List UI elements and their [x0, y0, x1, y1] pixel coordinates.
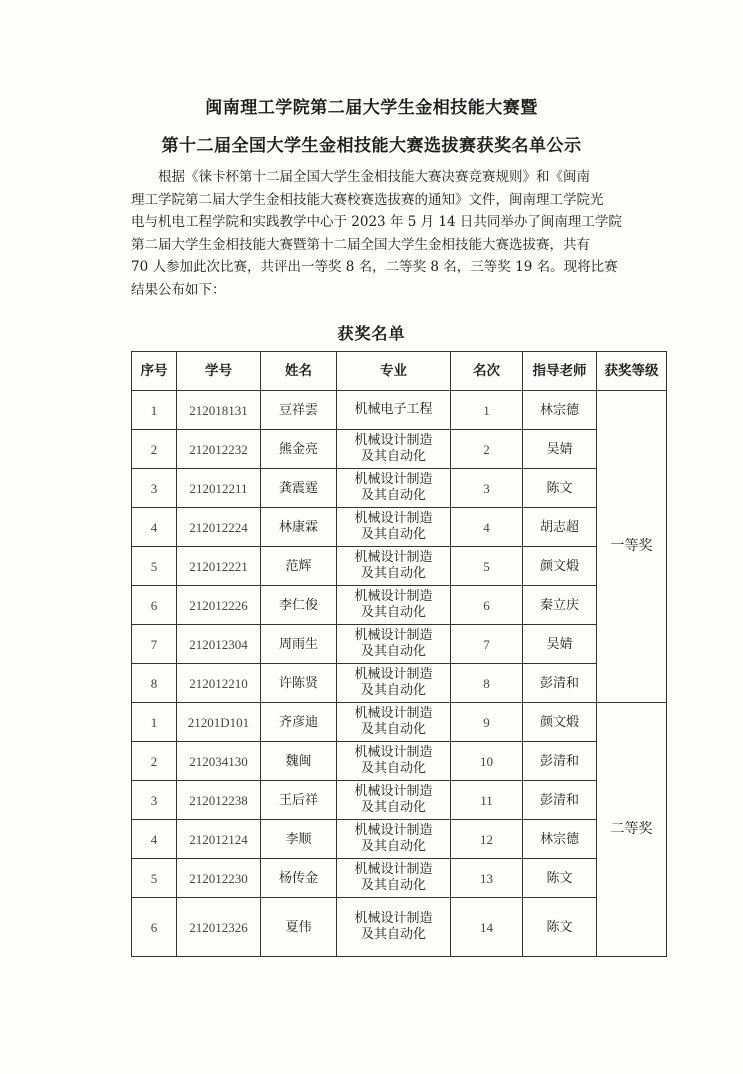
major-cell [337, 859, 451, 898]
rank-cell: 6 [451, 586, 523, 625]
table-row [132, 547, 667, 586]
seq-cell: 4 [132, 508, 177, 547]
student-id-cell: 212012211 [177, 469, 261, 508]
major-cell [337, 898, 451, 957]
major-line: 机械设计制造 [354, 911, 433, 926]
table-row [132, 898, 667, 957]
major-line: 及其自动化 [360, 605, 426, 620]
major-cell [337, 742, 451, 781]
major-line: 及其自动化 [360, 449, 426, 464]
table-title: 获奖名单 [337, 324, 406, 343]
major-cell [337, 508, 451, 547]
name-cell: 夏伟 [261, 898, 337, 957]
seq-cell: 4 [132, 820, 177, 859]
advisor-cell: 吴婧 [523, 625, 597, 664]
table-row [132, 742, 667, 781]
student-id-cell: 212034130 [177, 742, 261, 781]
table-row [132, 820, 667, 859]
major-line: 机械设计制造 [354, 784, 433, 799]
major-cell [337, 391, 451, 430]
major-line: 机械设计制造 [354, 823, 433, 838]
paragraph-line: 理工学院第二届大学生金相技能大赛校赛选拔赛的通知》文件，闽南理工学院光 [131, 191, 604, 208]
student-id-cell: 212012221 [177, 547, 261, 586]
student-id-cell: 212012326 [177, 898, 261, 957]
header-cell: 学号 [177, 352, 261, 391]
major-line: 机械设计制造 [354, 433, 433, 448]
table-row [132, 859, 667, 898]
name-cell: 齐彦迪 [261, 703, 337, 742]
major-line: 机械设计制造 [354, 550, 433, 565]
student-id-cell: 212012232 [177, 430, 261, 469]
major-cell [337, 547, 451, 586]
advisor-cell: 陈文 [523, 469, 597, 508]
student-id-cell: 212012230 [177, 859, 261, 898]
header-cell: 获奖等级 [597, 352, 667, 391]
major-cell [337, 820, 451, 859]
major-line: 及其自动化 [360, 800, 426, 815]
student-id-cell: 212012124 [177, 820, 261, 859]
student-id-cell: 212018131 [177, 391, 261, 430]
major-line: 机械设计制造 [354, 628, 433, 643]
rank-cell: 12 [451, 820, 523, 859]
major-line: 及其自动化 [360, 722, 426, 737]
table-row [132, 781, 667, 820]
table-row [132, 391, 667, 430]
major-cell [337, 625, 451, 664]
name-cell: 范辉 [261, 547, 337, 586]
name-cell: 魏闽 [261, 742, 337, 781]
seq-cell: 3 [132, 469, 177, 508]
intro-paragraph [131, 166, 631, 301]
advisor-cell: 吴婧 [523, 430, 597, 469]
rank-cell: 13 [451, 859, 523, 898]
seq-cell: 3 [132, 781, 177, 820]
major-line: 机械设计制造 [354, 706, 433, 721]
rank-cell: 3 [451, 469, 523, 508]
advisor-cell: 林宗德 [523, 391, 597, 430]
major-line: 及其自动化 [360, 927, 426, 942]
major-line: 及其自动化 [360, 488, 426, 503]
name-cell: 杨传金 [261, 859, 337, 898]
student-id-cell: 212012210 [177, 664, 261, 703]
student-id-cell: 212012226 [177, 586, 261, 625]
advisor-cell: 陈文 [523, 898, 597, 957]
paragraph-line: 电与机电工程学院和实践教学中心于 2023 年 5 月 14 日共同举办了闽南理工学院 [131, 214, 622, 230]
header-cell: 姓名 [261, 352, 337, 391]
major-line: 机械设计制造 [354, 589, 433, 604]
rank-cell: 9 [451, 703, 523, 742]
paragraph-line: 第二届大学生金相技能大赛暨第十二届全国大学生金相技能大赛选拔赛，共有 [131, 236, 590, 253]
seq-cell: 5 [132, 547, 177, 586]
advisor-cell: 颜文煅 [523, 703, 597, 742]
advisor-cell: 胡志超 [523, 508, 597, 547]
rank-cell: 4 [451, 508, 523, 547]
name-cell: 豆祥雲 [261, 391, 337, 430]
rank-cell: 5 [451, 547, 523, 586]
seq-cell: 8 [132, 664, 177, 703]
advisor-cell: 彭清和 [523, 664, 597, 703]
rank-cell: 10 [451, 742, 523, 781]
table-row [132, 430, 667, 469]
major-cell [337, 430, 451, 469]
seq-cell: 5 [132, 859, 177, 898]
name-cell: 周雨生 [261, 625, 337, 664]
major-line: 机械设计制造 [354, 745, 433, 760]
award-level-cell: 二等奖 [597, 703, 667, 957]
name-cell: 李顺 [261, 820, 337, 859]
major-line: 及其自动化 [360, 878, 426, 893]
major-line: 及其自动化 [360, 566, 426, 581]
paragraph-line: 70 人参加此次比赛，共评出一等奖 8 名，二等奖 8 名，三等奖 19 名。现将比赛 [131, 259, 618, 275]
seq-cell: 2 [132, 430, 177, 469]
major-line: 机械设计制造 [354, 667, 433, 682]
document-title-line1: 闽南理工学院第二届大学生金相技能大赛暨 [205, 98, 538, 118]
rank-cell: 7 [451, 625, 523, 664]
major-line: 及其自动化 [360, 644, 426, 659]
table-header-row [132, 352, 667, 391]
student-id-cell: 212012238 [177, 781, 261, 820]
header-cell: 名次 [451, 352, 523, 391]
major-line: 及其自动化 [360, 527, 426, 542]
major-line: 机械设计制造 [354, 862, 433, 877]
header-cell: 指导老师 [523, 352, 597, 391]
header-cell: 专业 [337, 352, 451, 391]
major-cell [337, 469, 451, 508]
name-cell: 龚震霆 [261, 469, 337, 508]
rank-cell: 11 [451, 781, 523, 820]
advisor-cell: 陈文 [523, 859, 597, 898]
student-id-cell: 212012224 [177, 508, 261, 547]
seq-cell: 2 [132, 742, 177, 781]
seq-cell: 1 [132, 391, 177, 430]
paragraph-line: 根据《徕卡杯第十二届全国大学生金相技能大赛决赛竞赛规则》和《闽南 [158, 169, 590, 185]
name-cell: 许陈贤 [261, 664, 337, 703]
document-title-line2: 第十二届全国大学生金相技能大赛选拔赛获奖名单公示 [161, 136, 582, 156]
rank-cell: 8 [451, 664, 523, 703]
major-cell [337, 703, 451, 742]
header-cell: 序号 [132, 352, 177, 391]
name-cell: 林康霖 [261, 508, 337, 547]
major-cell [337, 664, 451, 703]
name-cell: 李仁俊 [261, 586, 337, 625]
table-row [132, 625, 667, 664]
major-line: 及其自动化 [360, 683, 426, 698]
seq-cell: 6 [132, 898, 177, 957]
table-row [132, 586, 667, 625]
advisor-cell: 彭清和 [523, 742, 597, 781]
award-level-cell: 一等奖 [597, 391, 667, 703]
rank-cell: 2 [451, 430, 523, 469]
student-id-cell: 212012304 [177, 625, 261, 664]
student-id-cell: 21201D101 [177, 703, 261, 742]
name-cell: 王后祥 [261, 781, 337, 820]
table-row [132, 664, 667, 703]
major-line: 机械电子工程 [354, 402, 433, 417]
paragraph-line: 结果公布如下： [131, 281, 226, 298]
major-line: 机械设计制造 [354, 472, 433, 487]
rank-cell: 1 [451, 391, 523, 430]
advisor-cell: 彭清和 [523, 781, 597, 820]
seq-cell: 1 [132, 703, 177, 742]
major-line: 及其自动化 [360, 839, 426, 854]
name-cell: 熊金亮 [261, 430, 337, 469]
major-cell [337, 586, 451, 625]
advisor-cell: 林宗德 [523, 820, 597, 859]
advisor-cell: 颜文煅 [523, 547, 597, 586]
major-cell [337, 781, 451, 820]
table-row [132, 703, 667, 742]
winners-table [131, 351, 667, 957]
table-row [132, 508, 667, 547]
major-line: 机械设计制造 [354, 511, 433, 526]
seq-cell: 6 [132, 586, 177, 625]
table-row [132, 469, 667, 508]
rank-cell: 14 [451, 898, 523, 957]
seq-cell: 7 [132, 625, 177, 664]
advisor-cell: 秦立庆 [523, 586, 597, 625]
major-line: 及其自动化 [360, 761, 426, 776]
